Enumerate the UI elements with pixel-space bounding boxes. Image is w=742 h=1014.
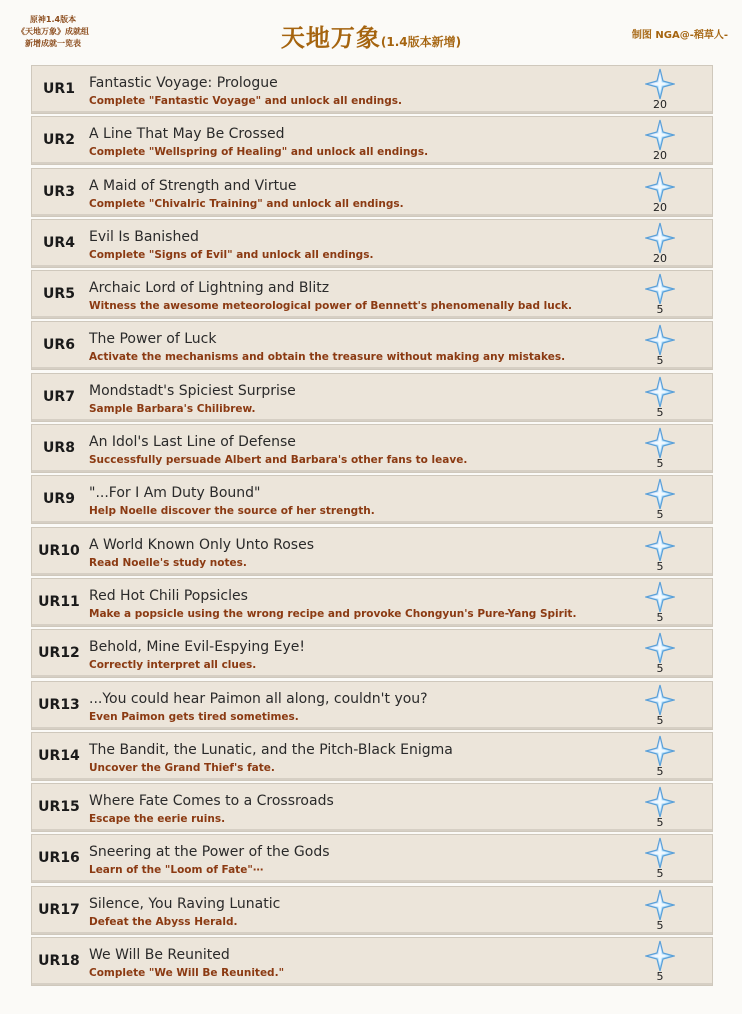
reward-amount: 20	[653, 251, 667, 265]
page-title-main: 天地万象	[280, 24, 381, 52]
achievement-title: Behold, Mine Evil-Espying Eye!	[89, 639, 305, 656]
achievement-title: Fantastic Voyage: Prologue	[89, 75, 278, 91]
achievement-code: UR8	[43, 440, 75, 457]
achievement-row	[31, 219, 713, 268]
achievement-row	[31, 270, 713, 319]
reward-amount: 5	[656, 662, 664, 676]
reward-amount: 5	[656, 405, 664, 419]
reward-amount: 5	[656, 816, 664, 830]
achievement-row	[31, 886, 713, 935]
achievement-description: Help Noelle discover the source of her strength.	[89, 505, 375, 518]
achievement-code: UR2	[43, 132, 75, 149]
achievement-code: UR5	[43, 286, 75, 303]
page-title-subtitle: (1.4版本新增)	[380, 35, 462, 49]
reward-amount: 5	[656, 457, 664, 471]
achievement-code: UR9	[43, 491, 75, 508]
achievement-description: Defeat the Abyss Herald.	[89, 915, 238, 928]
achievement-description: Even Paimon gets tired sometimes.	[89, 710, 299, 723]
reward-amount: 5	[656, 354, 664, 368]
achievement-code: UR13	[38, 696, 80, 713]
achievement-row	[31, 732, 713, 781]
achievement-title: Mondstadt's Spiciest Surprise	[89, 382, 296, 399]
achievement-row	[31, 373, 713, 422]
header-note-line: 新增成就一览表	[25, 39, 81, 48]
reward-amount: 5	[656, 867, 664, 881]
reward	[640, 630, 680, 677]
reward	[640, 733, 680, 780]
achievement-title: An Idol's Last Line of Defense	[89, 434, 296, 451]
achievement-row	[31, 783, 713, 832]
achievement-title: ...You could hear Paimon all along, couldn't you?	[89, 690, 428, 707]
achievement-code: UR11	[38, 593, 80, 610]
achievement-description: Complete "Fantastic Voyage" and unlock all endings.	[89, 95, 403, 107]
achievement-description: Complete "Chivalric Training" and unlock all endings.	[89, 197, 404, 210]
achievement-title: A Line That May Be Crossed	[89, 126, 285, 143]
achievement-row	[31, 116, 713, 165]
achievement-row	[31, 578, 713, 627]
reward	[640, 682, 680, 729]
achievement-title: Where Fate Comes to a Crossroads	[89, 793, 334, 810]
reward	[640, 66, 680, 113]
reward	[640, 425, 680, 472]
achievement-code: UR1	[43, 81, 75, 97]
reward	[640, 322, 680, 369]
achievement-code: UR4	[43, 234, 75, 251]
achievement-code: UR16	[38, 850, 80, 867]
achievement-description: Make a popsicle using the wrong recipe and provoke Chongyun's Pure-Yang Spirit.	[89, 607, 577, 620]
reward	[640, 476, 680, 523]
credit-text: 制图 NGA@-稻草人-	[631, 30, 728, 41]
achievement-code: UR3	[43, 183, 75, 200]
reward-amount: 5	[656, 918, 664, 932]
reward	[640, 784, 680, 831]
achievement-title: Sneering at the Power of the Gods	[89, 844, 330, 861]
achievement-description: Activate the mechanisms and obtain the treasure without making any mistakes.	[89, 351, 566, 364]
achievement-title: A Maid of Strength and Virtue	[89, 177, 297, 194]
reward-amount: 5	[656, 713, 664, 727]
achievement-code: UR12	[38, 645, 80, 662]
reward-amount: 5	[656, 970, 664, 984]
achievement-code: UR15	[38, 799, 80, 816]
achievement-list	[31, 65, 713, 988]
reward	[640, 579, 680, 626]
achievement-description: Successfully persuade Albert and Barbara's other fans to leave.	[89, 454, 468, 467]
achievement-row	[31, 527, 713, 576]
reward	[640, 835, 680, 882]
achievement-description: Read Noelle's study notes.	[89, 556, 247, 569]
reward	[640, 887, 680, 934]
reward	[640, 938, 680, 985]
achievement-row	[31, 834, 713, 883]
reward-amount: 20	[653, 149, 667, 163]
reward-amount: 20	[653, 200, 667, 214]
achievement-description: Learn of the "Loom of Fate"⋯	[89, 864, 264, 877]
achievement-title: "...For I Am Duty Bound"	[89, 485, 261, 502]
reward	[640, 220, 680, 267]
reward-amount: 5	[656, 303, 664, 317]
achievement-row	[31, 168, 713, 217]
achievement-code: UR17	[38, 901, 80, 918]
achievement-title: Evil Is Banished	[89, 228, 199, 245]
reward-amount: 5	[656, 559, 664, 573]
achievement-description: Sample Barbara's Chilibrew.	[89, 402, 256, 415]
achievement-code: UR10	[38, 542, 80, 559]
achievement-row	[31, 475, 713, 524]
reward	[640, 117, 680, 164]
achievement-title: The Bandit, the Lunatic, and the Pitch-Black Enigma	[89, 741, 453, 758]
achievement-row	[31, 681, 713, 730]
reward-amount: 5	[656, 764, 664, 778]
reward-amount: 5	[656, 508, 664, 522]
achievement-code: UR18	[38, 953, 80, 970]
achievement-title: Red Hot Chili Popsicles	[89, 587, 248, 604]
reward-amount: 20	[653, 98, 667, 111]
achievement-title: A World Known Only Unto Roses	[89, 536, 314, 553]
achievement-title: We Will Be Reunited	[89, 947, 230, 964]
reward	[640, 374, 680, 421]
achievement-title: Silence, You Raving Lunatic	[89, 895, 281, 912]
header	[0, 0, 742, 64]
achievement-code: UR14	[38, 747, 80, 764]
achievement-row	[31, 424, 713, 473]
reward	[640, 271, 680, 318]
achievement-row	[31, 629, 713, 678]
page-title	[0, 18, 742, 53]
reward	[640, 169, 680, 216]
reward	[640, 528, 680, 575]
achievement-code: UR7	[43, 388, 75, 405]
header-note-line: 《天地万象》成就组	[17, 27, 89, 36]
reward-amount: 5	[656, 610, 664, 624]
achievement-row	[31, 321, 713, 370]
achievement-description: Correctly interpret all clues.	[89, 659, 257, 672]
achievement-description: Complete "Wellspring of Healing" and unlock all endings.	[89, 146, 429, 159]
achievement-description: Uncover the Grand Thief's fate.	[89, 761, 275, 774]
achievement-row	[31, 65, 713, 114]
achievement-title: Archaic Lord of Lightning and Blitz	[89, 280, 330, 297]
achievement-row	[31, 937, 713, 986]
achievement-description: Witness the awesome meteorological power of Bennett's phenomenally bad luck.	[89, 300, 572, 313]
achievement-description: Escape the eerie ruins.	[89, 813, 226, 826]
achievement-code: UR6	[43, 337, 75, 354]
achievement-description: Complete "Signs of Evil" and unlock all endings.	[89, 248, 374, 261]
achievement-title: The Power of Luck	[89, 331, 217, 348]
header-note-line: 原神1.4版本	[29, 15, 77, 24]
achievement-description: Complete "We Will Be Reunited."	[89, 967, 285, 980]
